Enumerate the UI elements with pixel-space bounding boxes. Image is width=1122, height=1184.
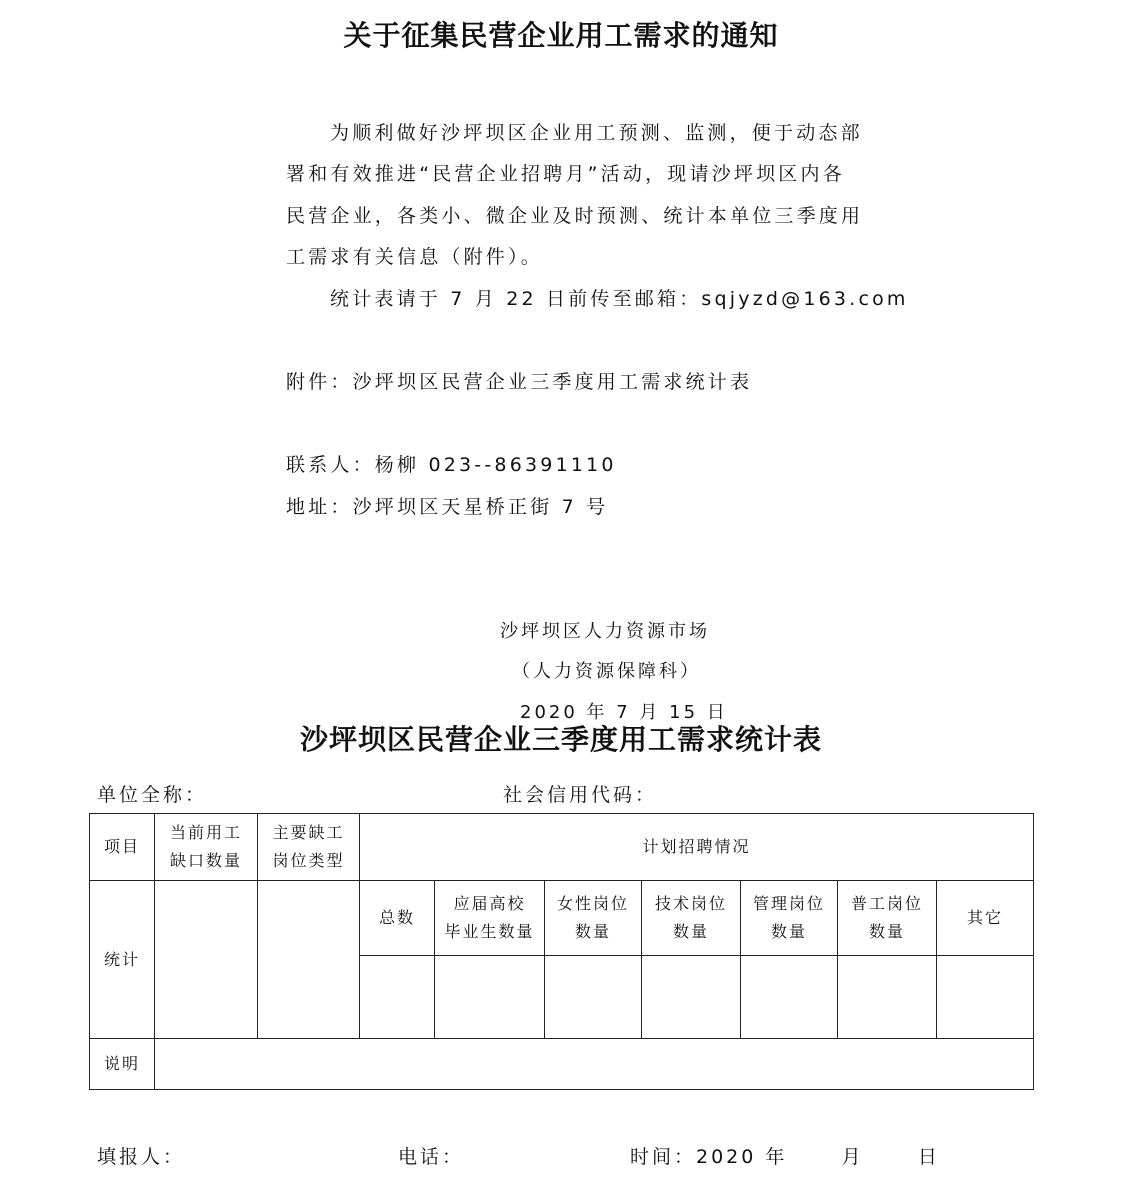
header-line: 应届高校	[453, 894, 526, 913]
issuer-department: （人力资源保障科）	[512, 661, 701, 682]
header-line: 岗位类型	[272, 851, 345, 870]
header-position-type	[258, 814, 360, 881]
header-line: 技术岗位	[654, 894, 727, 913]
header-line: 管理岗位	[752, 894, 825, 913]
cell-total[interactable]	[360, 956, 435, 1039]
header-line: 数量	[770, 922, 807, 941]
header-line: 主要缺工	[272, 823, 345, 842]
notice-title: 关于征集民营企业用工需求的通知	[343, 19, 779, 52]
notice-paragraph-2: 统计表请于 7 月 22 日前传至邮箱：sqjyzd@163.com	[330, 288, 909, 310]
cell-management[interactable]	[741, 956, 838, 1039]
header-recruitment-plan: 计划招聘情况	[360, 814, 1034, 881]
credit-code-label: 社会信用代码：	[503, 784, 658, 806]
subheader-management	[741, 881, 838, 956]
paragraph-line: 署和有效推进“民营企业招聘月”活动，现请沙坪坝区内各	[286, 163, 845, 185]
header-line: 女性岗位	[556, 894, 629, 913]
filler-label: 填报人：	[97, 1146, 186, 1168]
subheader-other: 其它	[937, 881, 1034, 956]
subheader-graduates	[435, 881, 545, 956]
header-line: 数量	[868, 922, 905, 941]
phone-label: 电话：	[398, 1146, 465, 1168]
row-label-statistics: 统计	[90, 881, 155, 1039]
cell-technical[interactable]	[642, 956, 741, 1039]
subheader-general-labor	[838, 881, 937, 956]
cell-other[interactable]	[937, 956, 1034, 1039]
subheader-female	[545, 881, 642, 956]
header-line: 当前用工	[169, 823, 242, 842]
notice-date: 2020 年 7 月 15 日	[520, 702, 728, 723]
cell-gap-count[interactable]	[155, 881, 258, 1039]
form-title: 沙坪坝区民营企业三季度用工需求统计表	[299, 723, 822, 756]
header-line: 毕业生数量	[444, 922, 535, 941]
paragraph-line: 民营企业，各类小、微企业及时预测、统计本单位三季度用	[286, 205, 864, 227]
issuer-name: 沙坪坝区人力资源市场	[500, 621, 710, 642]
cell-general-labor[interactable]	[838, 956, 937, 1039]
time-label: 时间：2020 年 月 日	[630, 1146, 940, 1168]
address-line: 地址：沙坪坝区天星桥正街 7 号	[286, 496, 609, 518]
header-gap-count	[155, 814, 258, 881]
subheader-technical	[642, 881, 741, 956]
cell-graduates[interactable]	[435, 956, 545, 1039]
subheader-total: 总数	[360, 881, 435, 956]
header-line: 缺口数量	[169, 851, 242, 870]
header-line: 数量	[672, 922, 709, 941]
cell-position-type[interactable]	[258, 881, 360, 1039]
cell-female[interactable]	[545, 956, 642, 1039]
attachment-line: 附件：沙坪坝区民营企业三季度用工需求统计表	[286, 371, 753, 393]
paragraph-line: 工需求有关信息（附件）。	[286, 246, 543, 268]
contact-line: 联系人：杨柳 023--86391110	[286, 454, 617, 476]
cell-note[interactable]	[155, 1039, 1034, 1090]
row-label-note: 说明	[90, 1039, 155, 1090]
header-item: 项目	[90, 814, 155, 881]
header-line: 普工岗位	[850, 894, 923, 913]
paragraph-line: 为顺利做好沙坪坝区企业用工预测、监测，便于动态部	[330, 122, 863, 144]
header-line: 数量	[574, 922, 611, 941]
unit-name-label: 单位全称：	[97, 784, 208, 806]
demand-statistics-table	[89, 813, 1034, 1090]
